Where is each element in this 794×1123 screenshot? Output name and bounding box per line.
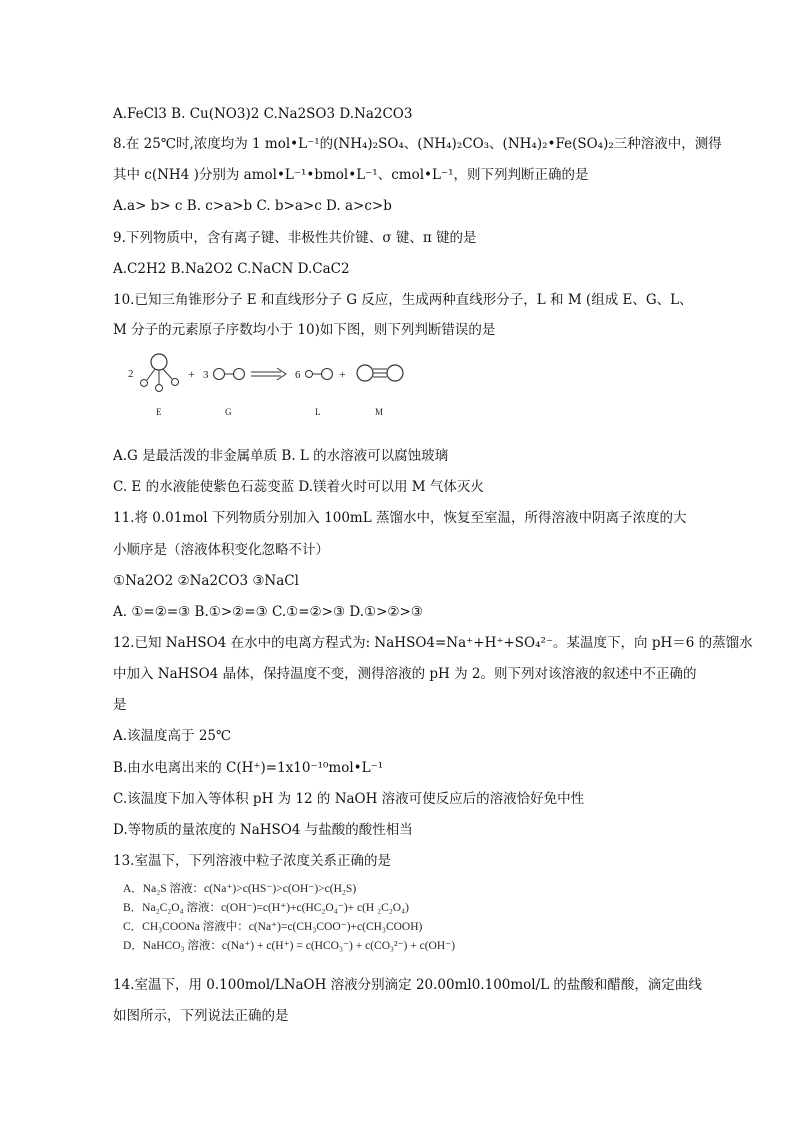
q10-options-ab: A.G 是最活泼的非金属单质 B. L 的水溶液可以腐蚀玻璃 [113,448,449,464]
q8-options: A.a> b> c B. c>a>b C. b>a>c D. a>c>b [113,198,392,214]
q11-stem-line1: 11.将 0.01mol 下列物质分别加入 100mL 蒸馏水中，恢复至室温，所得溶液中阴离子浓度的大 [113,510,687,526]
q8-stem-line1: 8.在 25℃时,浓度均为 1 mol•L⁻¹的(NH₄)₂SO₄、(NH₄)₂CO₃、(NH₄)₂•Fe(SO₄)₂三种溶液中，测得 [113,136,722,152]
plus-2: + [339,367,346,381]
q13-option-c: C．CH₃COONa 溶液中：c(Na⁺)=c(CH₃COO⁻)+c(CH₃COOH) [123,921,423,933]
q12-stem-line3: 是 [113,697,127,713]
molecule-reaction-diagram [125,352,425,422]
q12-option-d: D.等物质的量浓度的 NaHSO4 与盐酸的酸性相当 [113,822,413,838]
q13-option-b: B．Na₂C₂O₄ 溶液：c(OH⁻)=c(H⁺)+c(HC₂O₄⁻)+ c(H ₂C₂O₄) [123,902,409,914]
q12-stem-line2: 中加入 NaHSO4 晶体，保持温度不变，测得溶液的 pH 为 2。则下列对该溶液的叙述中不正确的 [113,666,697,682]
q13-option-d: D．NaHCO₃ 溶液：c(Na⁺) + c(H⁺) = c(HCO₃⁻) + c(CO₃²⁻) + c(OH⁻) [123,940,456,952]
q13-stem: 13.室温下，下列溶液中粒子浓度关系正确的是 [113,853,391,869]
q12-option-b: B.由水电离出来的 C(H⁺)=1x10⁻¹⁰mol•L⁻¹ [113,760,384,776]
coef-e: 2 [128,368,134,380]
label-e: E [156,407,162,417]
q9-options: A.C2H2 B.Na2O2 C.NaCN D.CaC2 [113,261,350,277]
label-l: L [315,407,321,417]
q11-stem-line2: 小顺序是（溶液体积变化忽略不计） [113,542,329,558]
q8-stem-line2: 其中 c(NH4 )分别为 amol•L⁻¹•bmol•L⁻¹、cmol•L⁻¹，则下列判断正确的是 [113,167,589,183]
q11-items: ①Na2O2 ②Na2CO3 ③NaCl [113,573,299,589]
q12-stem-line1: 12.已知 NaHSO4 在水中的电离方程式为: NaHSO4=Na⁺+H⁺+SO₄²⁻。某温度下，向 pH＝6 的蒸馏水 [113,635,753,651]
label-g: G [225,407,232,417]
q11-options: A. ①=②=③ B.①>②=③ C.①=②>③ D.①>②>③ [113,604,423,620]
q10-options-cd: C. E 的水液能使紫色石蕊变蓝 D.镁着火时可以用 M 气体灭火 [113,479,484,495]
label-m: M [375,407,384,417]
q10-stem-line2: M 分子的元素原子序数均小于 10)如下图，则下列判断错误的是 [113,322,496,338]
q7-options: A.FeCl3 B. Cu(NO3)2 C.Na2SO3 D.Na2CO3 [113,106,413,122]
q13-option-a: A．Na₂S 溶液：c(Na⁺)>c(HS⁻)>c(OH⁻)>c(H₂S) [123,883,357,895]
q14-stem-line2: 如图所示，下列说法正确的是 [113,1008,289,1024]
q14-stem-line1: 14.室温下，用 0.100mol/LNaOH 溶液分别滴定 20.00ml0.100mol/L 的盐酸和醋酸，滴定曲线 [113,977,702,993]
q9-stem: 9.下列物质中，含有离子键、非极性共价键、σ 键、π 键的是 [113,230,477,246]
q10-stem-line1: 10.已知三角锥形分子 E 和直线形分子 G 反应，生成两种直线形分子，L 和 M (组成 E、G、L、 [113,292,693,308]
plus-1: + [188,367,195,381]
coef-l: 6 [295,369,301,381]
q12-option-a: A.该温度高于 25℃ [113,728,232,744]
e-central-atom [151,354,167,370]
q12-option-c: C.该温度下加入等体积 pH 为 12 的 NaOH 溶液可使反应后的溶液恰好免中性 [113,791,585,807]
coef-g: 3 [203,369,209,381]
